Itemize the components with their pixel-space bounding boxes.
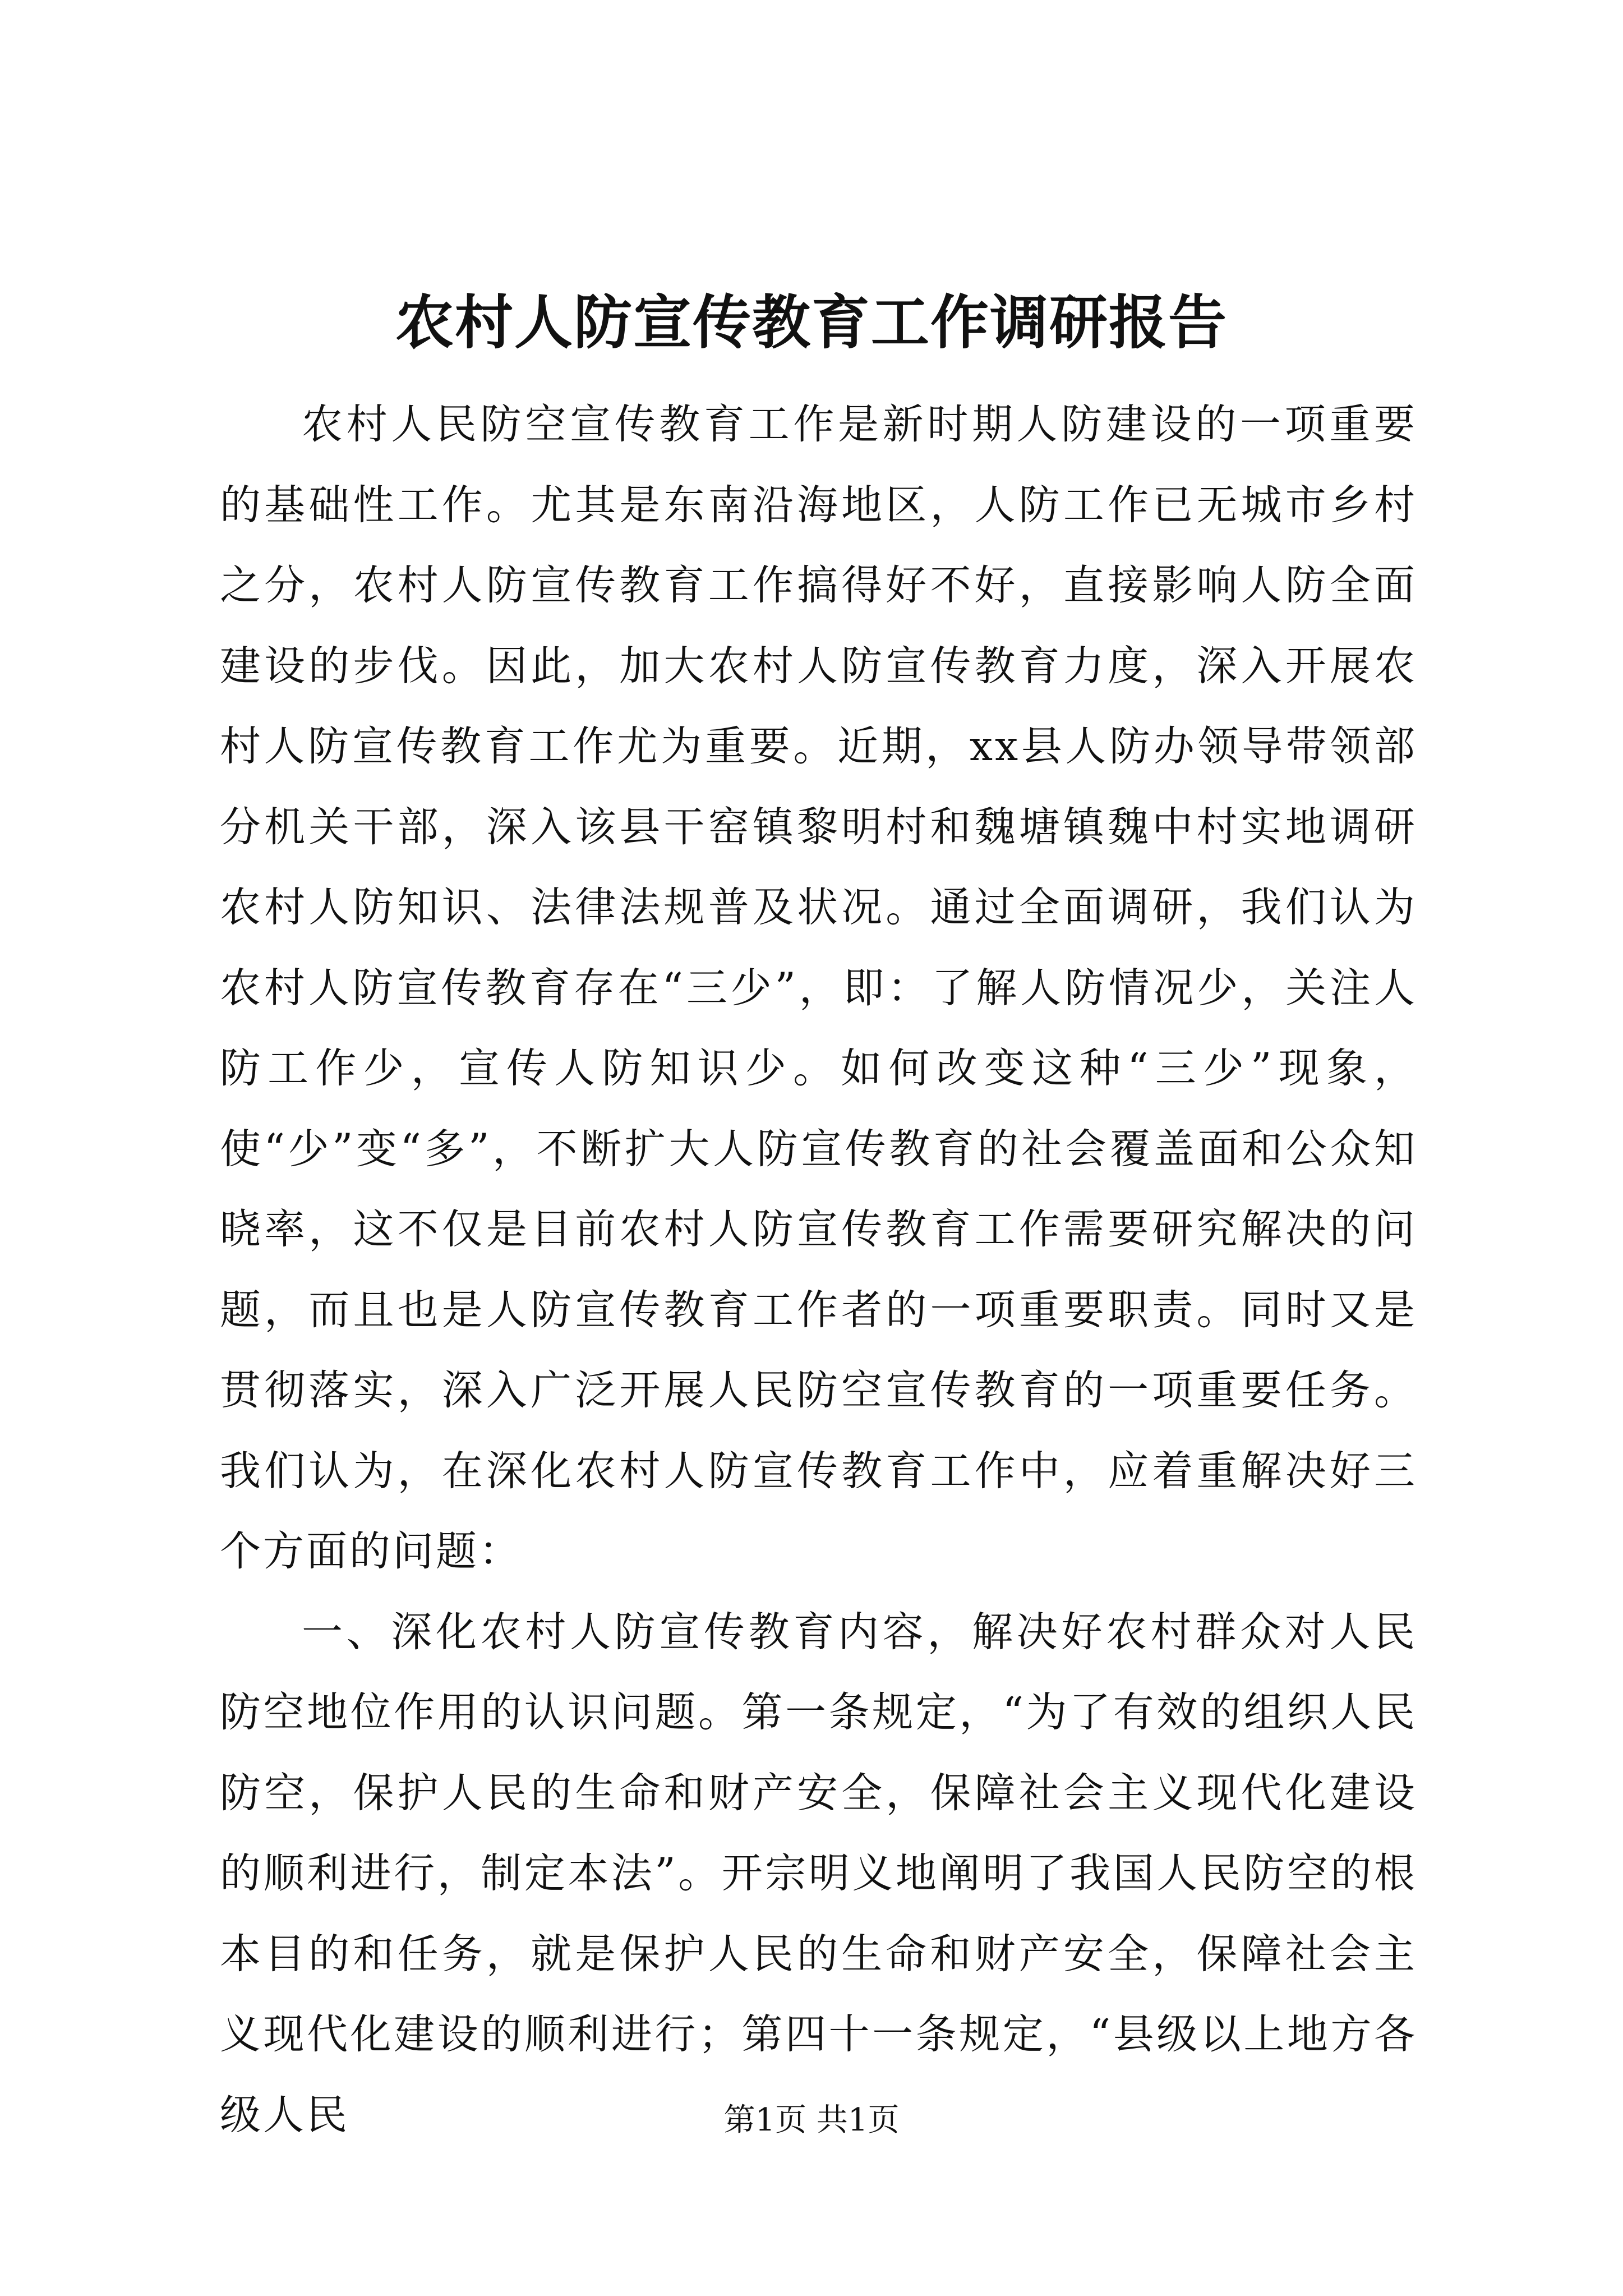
paragraph-section-one: 一、深化农村人防宣传教育内容，解决好农村群众对人民防空地位作用的认识问题。第一条规定，“为了有效的组织人民防空，保护人民的生命和财产安全，保障社会主义现代化建设的顺利进行，制定本法”。开宗明义地阐明了我国人民防空的根本目的和任务，就是保护人民的生命和财产安全，保障社会主义现代化建设的顺利进行；第四十一条规定，“县级以上地方各级人民	[220, 1608, 1417, 2139]
document-title: 农村人防宣传教育工作调研报告	[395, 288, 1228, 357]
paragraph-intro: 农村人民防空宣传教育工作是新时期人防建设的一项重要的基础性工作。尤其是东南沿海地区，人防工作已无城市乡村之分，农村人防宣传教育工作搞得好不好，直接影响人防全面建设的步伐。因此，加大农村人防宣传教育力度，深入开展农村人防宣传教育工作尤为重要。近期，xx县人防办领导带领部分机关干部，深入该县干窑镇黎明村和魏塘镇魏中村实地调研农村人防知识、法律法规普及状况。通过全面调研，我们认为农村人防宣传教育存在“三少”，即：了解人防情况少，关注人防工作少，宣传人防知识少。如何改变这种“三少”现象，使“少”变“多”，不断扩大人防宣传教育的社会覆盖面和公众知晓率，这不仅是目前农村人防宣传教育工作需要研究解决的问题，而且也是人防宣传教育工作者的一项重要职责。同时又是贯彻落实，深入广泛开展人民防空宣传教育的一项重要任务。我们认为，在深化农村人防宣传教育工作中，应着重解决好三个方面的问题：	[220, 401, 1417, 1575]
page-number: 第1页 共1页	[723, 2102, 900, 2138]
document-body	[220, 384, 1417, 2155]
page-footer	[0, 2098, 1623, 2143]
